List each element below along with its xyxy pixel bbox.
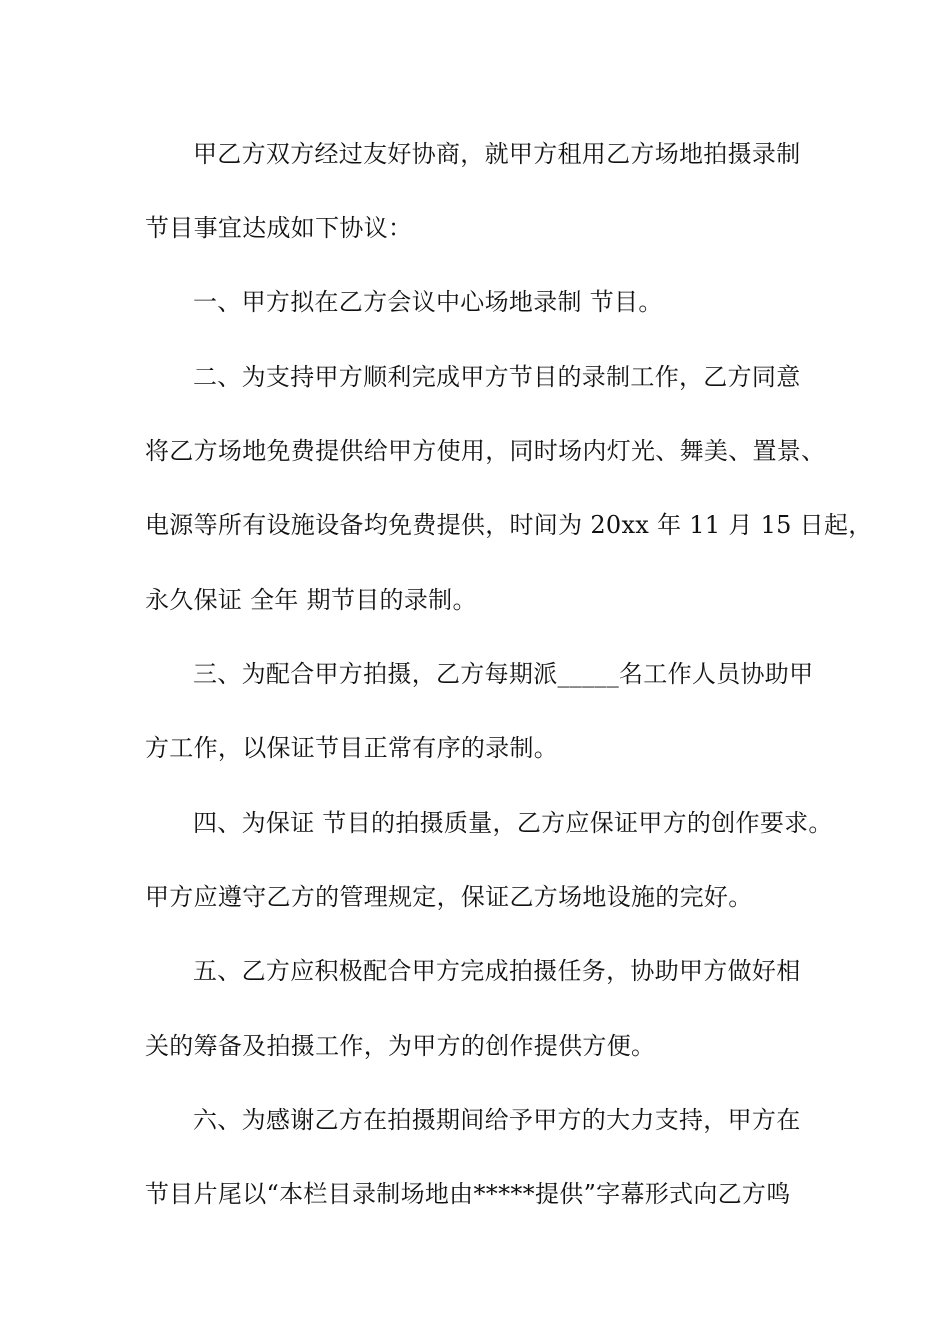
text-line: 五、乙方应积极配合甲方完成拍摄任务，协助甲方做好相 xyxy=(193,957,801,985)
text-line: 甲方应遵守乙方的管理规定，保证乙方场地设施的完好。 xyxy=(145,883,753,911)
text-line: 一、甲方拟在乙方会议中心场地录制 节目。 xyxy=(193,288,663,316)
text-line: 电源等所有设施设备均免费提供，时间为 20xx 年 11 月 15 日起， xyxy=(145,511,873,539)
text-line: 将乙方场地免费提供给甲方使用，同时场内灯光、舞美、置景、 xyxy=(145,437,826,465)
text-line: 方工作，以保证节目正常有序的录制。 xyxy=(145,734,559,762)
text-line: 四、为保证 节目的拍摄质量，乙方应保证甲方的创作要求。 xyxy=(193,809,833,837)
text-line: 甲乙方双方经过友好协商，就甲方租用乙方场地拍摄录制 xyxy=(193,140,801,168)
text-line: 节目片尾以“本栏目录制场地由*****提供”字幕形式向乙方鸣 xyxy=(145,1180,791,1208)
text-line: 永久保证 全年 期节目的录制。 xyxy=(145,586,477,614)
text-line: 关的筹备及拍摄工作，为甲方的创作提供方便。 xyxy=(145,1032,656,1060)
text-line: 六、为感谢乙方在拍摄期间给予甲方的大力支持，甲方在 xyxy=(193,1106,801,1134)
text-line: 节目事宜达成如下协议： xyxy=(145,214,413,242)
text-line: 三、为配合甲方拍摄，乙方每期派_____名工作人员协助甲 xyxy=(193,660,814,688)
text-line: 二、为支持甲方顺利完成甲方节目的录制工作，乙方同意 xyxy=(193,363,801,391)
